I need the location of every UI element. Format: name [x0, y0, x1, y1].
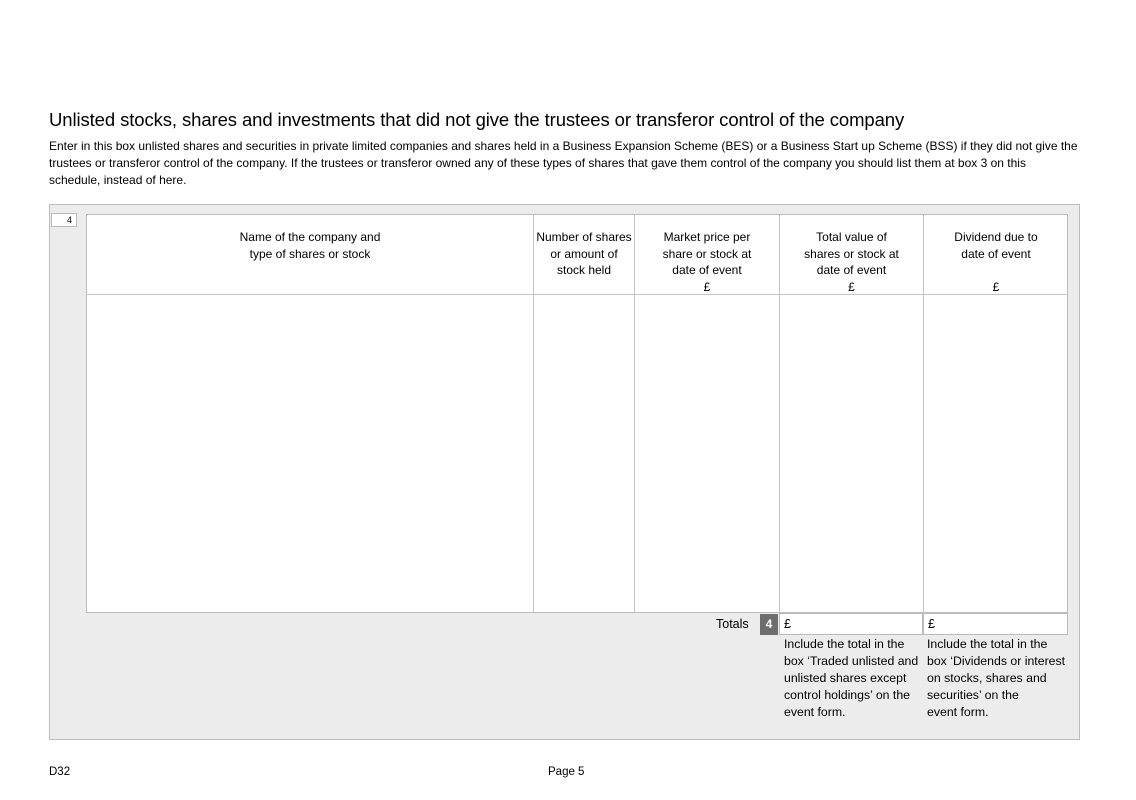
- section-title: Unlisted stocks, shares and investments that did not give the trustees or transferor control of the company: [49, 109, 905, 130]
- form-code: D32: [49, 766, 71, 778]
- header-line: date of event: [961, 246, 1031, 261]
- total-dividend-field[interactable]: [923, 613, 1068, 635]
- header-line: shares or stock at: [804, 246, 899, 261]
- header-line: stock held: [556, 263, 612, 277]
- note-line: Include the total in the: [784, 637, 905, 651]
- note-line: on stocks, shares and: [927, 671, 1047, 685]
- total-value-note: [784, 636, 918, 721]
- note-line: box ‘Traded unlisted and: [784, 654, 919, 668]
- header-line: type of shares or stock: [249, 246, 371, 261]
- dividend-note: [927, 636, 1065, 721]
- total-value-entry[interactable]: [781, 295, 926, 616]
- header-currency: £: [992, 279, 1000, 294]
- note-line: event form.: [784, 705, 846, 719]
- header-dividend: [924, 229, 1068, 295]
- totals-box-number: 4: [760, 614, 778, 635]
- company-name-entry[interactable]: [88, 295, 536, 616]
- holdings-table: [86, 214, 1068, 613]
- box-number-label: 4: [51, 213, 77, 227]
- note-line: box ‘Dividends or interest: [927, 654, 1066, 668]
- header-company-name: [87, 229, 533, 262]
- total-value-currency: £: [784, 617, 791, 631]
- note-line: event form.: [927, 705, 989, 719]
- header-line: Dividend due to: [954, 230, 1038, 244]
- header-line: Total value of: [816, 230, 887, 244]
- note-line: control holdings’ on the: [784, 688, 911, 702]
- header-market-price: [635, 229, 779, 295]
- header-line: or amount of: [550, 246, 618, 261]
- note-line: Include the total in the: [927, 637, 1048, 651]
- page-number: Page 5: [548, 766, 585, 778]
- note-line: unlisted shares except: [784, 671, 907, 685]
- header-currency: £: [703, 279, 711, 294]
- header-line: date of event: [816, 263, 887, 277]
- header-number-of-shares: [534, 229, 634, 279]
- header-line: Name of the company and: [239, 230, 381, 244]
- header-line: Number of shares: [536, 230, 632, 244]
- header-line: date of event: [672, 263, 742, 277]
- section-intro: Enter in this box unlisted shares and securities in private limited companies and shares held in a Business Expansion Scheme (BES) or a Business Start up Scheme (BSS) if they did not give the trustees or transferor control of the company. If the trustees or transferor owned any of these types of shares that gave them control of the company you should list them at box 3 on this schedule, instead of here.: [49, 139, 1078, 187]
- market-price-entry[interactable]: [636, 295, 782, 616]
- total-value-field[interactable]: [779, 613, 923, 635]
- box-4-panel: [49, 204, 1080, 740]
- header-line: share or stock at: [662, 246, 752, 261]
- totals-label: Totals: [716, 617, 749, 631]
- dividend-entry[interactable]: [925, 295, 1071, 616]
- header-currency: £: [848, 279, 855, 294]
- total-dividend-currency: £: [928, 617, 935, 631]
- note-line: securities’ on the: [927, 688, 1019, 702]
- header-total-value: [780, 229, 923, 295]
- header-line: Market price per: [663, 230, 751, 244]
- header-line: [994, 263, 997, 277]
- number-of-shares-entry[interactable]: [535, 295, 637, 616]
